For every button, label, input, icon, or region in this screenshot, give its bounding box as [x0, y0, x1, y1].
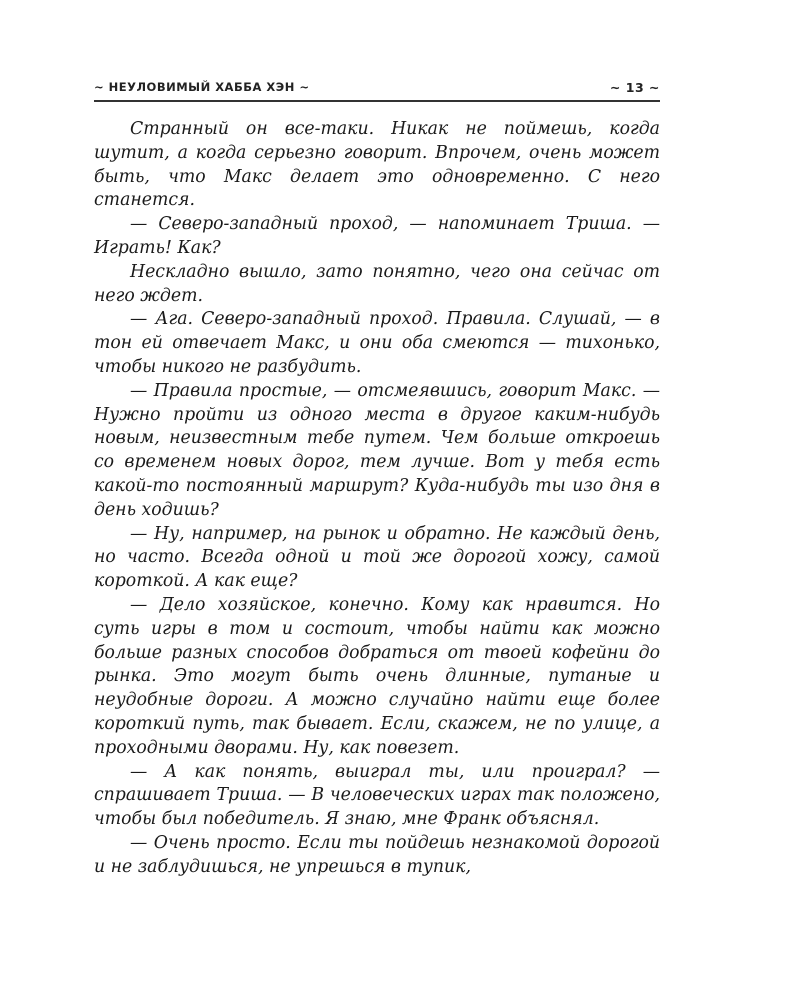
paragraph: — А как понять, выиграл ты, или проиграл? — спрашивает Триша. — В человеческих играх так положено, чтобы был победитель. Я знаю, мне Франк объяснял.	[94, 761, 660, 830]
running-header	[94, 80, 660, 100]
paragraph: — Ну, например, на рынок и обратно. Не каждый день, но часто. Всегда одной и той же дорогой хожу, самой короткой. А как еще?	[94, 523, 660, 592]
paragraph: — Ага. Северо-западный проход. Правила. Слушай, — в тон ей отвечает Макс, и они оба смеются — тихонько, чтобы никого не разбудить.	[94, 309, 660, 377]
paragraph: Нескладно вышло, зато понятно, чего она сейчас от него ждет.	[94, 261, 660, 306]
paragraph: — Правила простые, — отсмеявшись, говорит Макс. — Нужно пройти из одного места в другое каким-нибудь новым, неизвестным тебе путем. Чем больше откроешь со временем новых дорог, тем лучше. Вот у тебя есть какой-то постоянный маршрут? Куда-нибудь ты изо дня в день ходишь?	[94, 380, 660, 520]
paragraph: — Дело хозяйское, конечно. Кому как нравится. Но суть игры в том и состоит, чтобы найти как можно больше разных способов добраться от твоей кофейни до рынка. Это могут быть очень длинные, путаные и неудобные дороги. А можно случайно найти еще более короткий путь, так бывает. Если, скажем, не по улице, а проходными дворами. Ну, как повезет.	[94, 594, 660, 758]
paragraph: — Северо-западный проход, — напоминает Триша. — Играть! Как?	[94, 214, 660, 258]
paragraph: — Очень просто. Если ты пойдешь незнакомой дорогой и не заблудишься, не упрешься в тупик,	[94, 832, 660, 877]
body-text	[94, 118, 660, 880]
paragraph: Странный он все-таки. Никак не поймешь, когда шутит, а когда серьезно говорит. Впрочем, очень может быть, что Макс делает это одновременно. С него станется.	[94, 119, 660, 211]
header-rule	[94, 100, 660, 102]
page-number: ∼ 13 ∼	[609, 80, 660, 95]
running-title: ∼ НЕУЛОВИМЫЙ ХАББА ХЭН ∼	[94, 80, 310, 94]
